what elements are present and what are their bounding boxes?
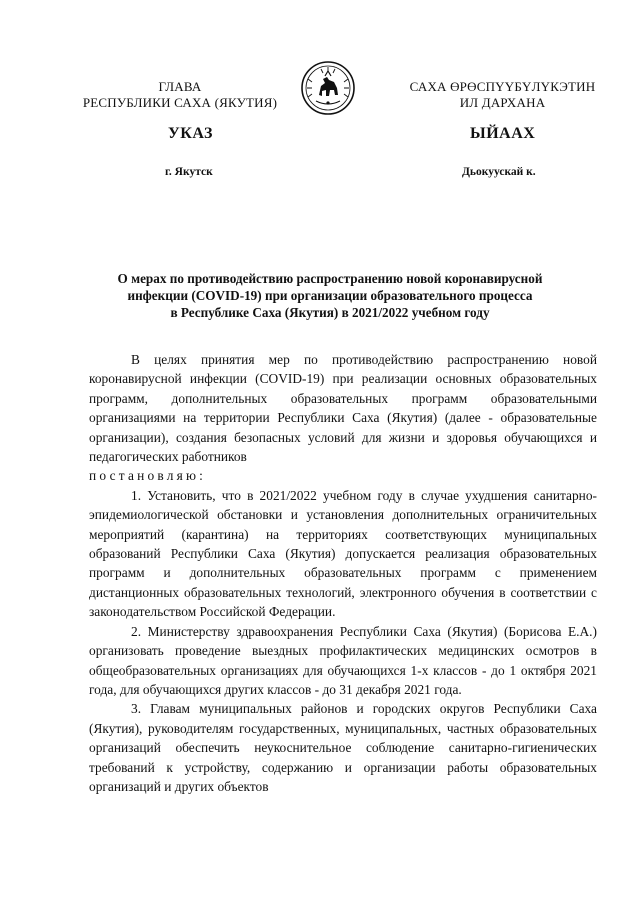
- place-sakha: Дьокуускай к.: [462, 166, 536, 178]
- coat-of-arms-icon: [301, 61, 355, 115]
- item-paragraph: 2. Министерству здравоохранения Республики Саха (Якутия) (Борисова Е.А.) организовать проведение выездных профилактических медицинских осмотров в общеобразовательных организациях для обучающихся 1-х классов - до 1 октября 2021 года, для обучающихся других классов - до 31 декабря 2021 года.: [89, 623, 597, 697]
- item-paragraph: 1. Установить, что в 2021/2022 учебном году в случае ухудшения санитарно-эпидемиологической обстановки и установления дополнительных ограничительных мероприятий (карантина) на территориях соответствующих муниципальных образований Республики Саха (Якутия) допускается реализация образовательных программ и дополнительных образовательных программ с применением дистанционных образовательных технологий, электронного обучения в соответствии с законодательством Российской Федерации.: [89, 487, 597, 620]
- issuer-title-sakha: ИЛ ДАРХАНА: [459, 95, 546, 110]
- title-line: в Республике Саха (Якутия) в 2021/2022 учебном году: [170, 305, 490, 320]
- place-ru: г. Якутск: [165, 166, 213, 178]
- preamble-text: В целях принятия мер по противодействию распространению новой коронавирусной инфекции (COVID-19) при реализации основных образовательных программ, дополнительных образовательных программ образовательными организациями на территории Республики Саха (Якутия) (далее - образовательные организации), создания безопасных условий для жизни и здоровья обучающихся и педагогических работников: [89, 352, 597, 465]
- issuer-region-sakha: САХА ӨРӨСПҮҮБҮЛҮКЭТИН: [409, 79, 596, 94]
- document-title: [80, 270, 580, 321]
- decree-word-paragraph: [89, 466, 597, 485]
- issuer-title-ru: ГЛАВА: [158, 79, 202, 94]
- issuer-region-ru: РЕСПУБЛИКИ САХА (ЯКУТИЯ): [82, 95, 278, 110]
- document-body: [89, 350, 597, 796]
- item-paragraph: 3. Главам муниципальных районов и городских округов Республики Саха (Якутия), руководителям государственных, муниципальных, частных образовательных организаций обеспечить неукоснительное соблюдение санитарно-гигиенических требований к устройству, содержанию и организации работы образовательных организаций и других объектов: [89, 701, 597, 794]
- doctype-sakha: ЫЙААХ: [470, 125, 536, 142]
- doctype-ru: УКАЗ: [168, 125, 213, 142]
- title-line: инфекции (COVID-19) при организации образовательного процесса: [127, 288, 533, 303]
- preamble-paragraph: [89, 350, 597, 466]
- issuer-sakha: [395, 79, 610, 111]
- decree-word: постановляю:: [89, 468, 207, 484]
- issuer-russian: [70, 79, 290, 111]
- title-line: О мерах по противодействию распространению новой коронавирусной: [117, 271, 543, 286]
